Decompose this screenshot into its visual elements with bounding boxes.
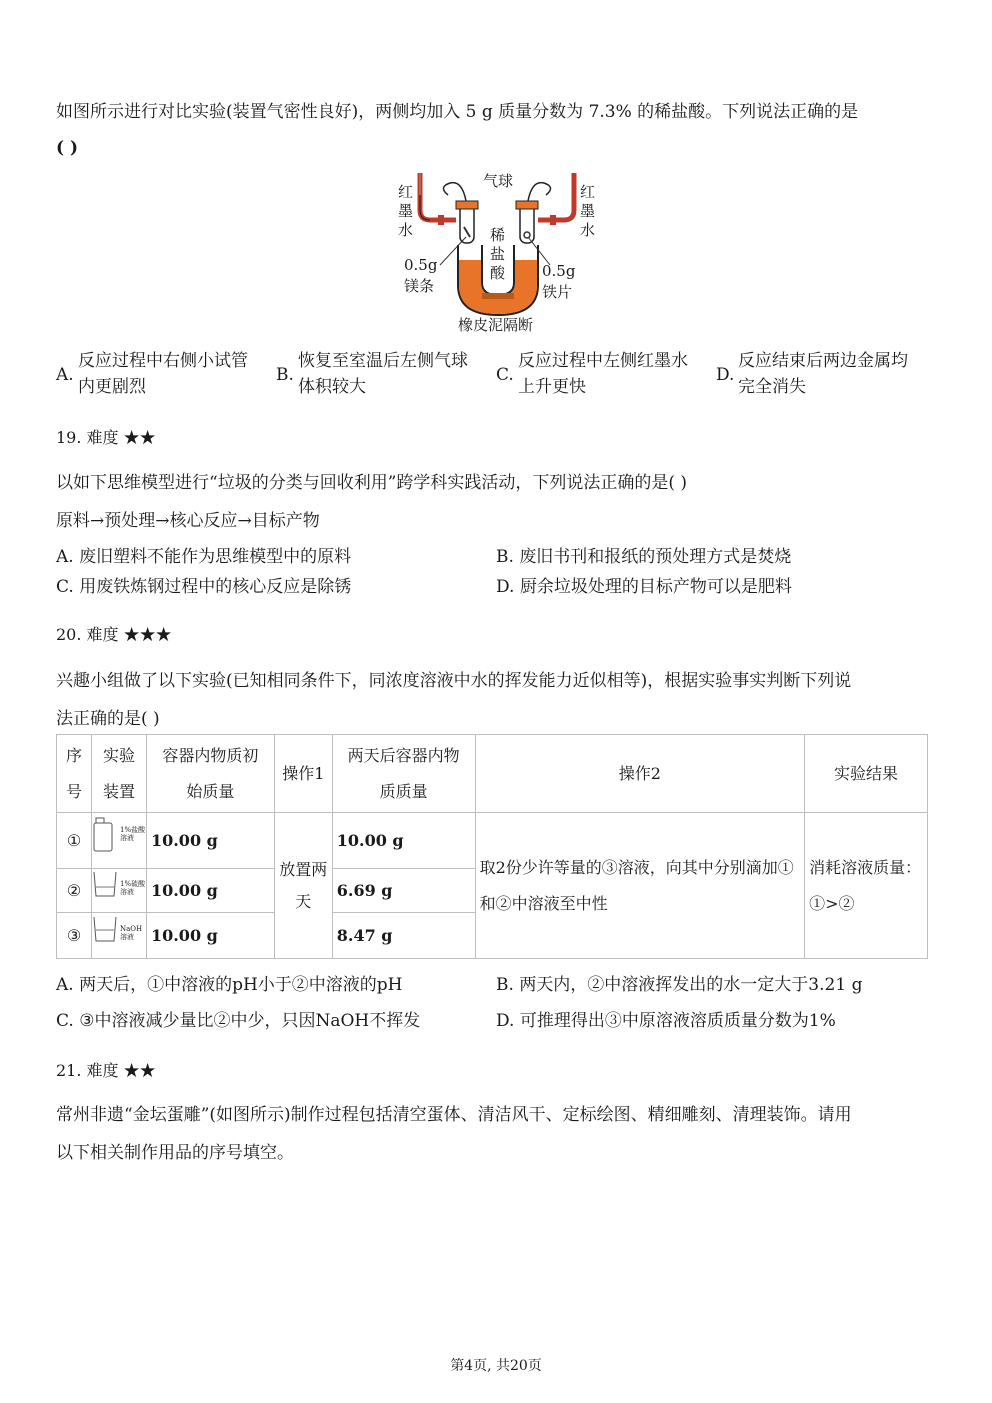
q19-option-a[interactable] bbox=[56, 542, 351, 567]
q20-stem-line1: 兴趣小组做了以下实验(已知相同条件下，同浓度溶液中水的挥发能力近似相等)，根据实验事实判断下列说 bbox=[56, 671, 852, 691]
row-after-mass: 8.47 g bbox=[332, 913, 475, 959]
page-footer: 第4页, 共20页 bbox=[450, 1358, 542, 1374]
mg-mass-label: 0.5g bbox=[404, 256, 438, 274]
option-letter: A. bbox=[56, 547, 74, 567]
option-letter: C. bbox=[56, 577, 74, 597]
option-letter: A. bbox=[56, 975, 74, 995]
row-after-mass: 10.00 g bbox=[332, 813, 475, 869]
fe-label: 铁片 bbox=[542, 283, 573, 301]
device-label-2: 1%硫酸溶液 bbox=[120, 880, 146, 896]
red-ink-left-label: 红墨水 bbox=[398, 183, 414, 239]
row-initial-mass: 10.00 g bbox=[146, 913, 274, 959]
option-letter: D. bbox=[716, 365, 735, 385]
option-text: 反应过程中左侧红墨水上升更快 bbox=[518, 351, 688, 397]
option-text: ③中溶液减少量比②中少，只因NaOH不挥发 bbox=[79, 1011, 421, 1031]
q21-stem-line1: 常州非遗“金坛蛋雕”(如图所示)制作过程包括清空蛋体、清洁风干、定标绘图、精细雕刻、清理装饰。请用 bbox=[56, 1105, 852, 1125]
row-initial-mass: 10.00 g bbox=[146, 813, 274, 869]
option-text: 反应过程中右侧小试管内更剧烈 bbox=[78, 351, 248, 397]
option-letter: D. bbox=[496, 1011, 515, 1031]
row-no: ③ bbox=[57, 913, 92, 959]
device-label-1: 1%盐酸溶液 bbox=[120, 826, 146, 842]
op1-cell: 放置两天 bbox=[274, 813, 332, 959]
option-text: 恢复至室温后左侧气球体积较大 bbox=[298, 351, 468, 397]
row-no: ② bbox=[57, 869, 92, 913]
red-ink-right-label: 红墨水 bbox=[580, 183, 596, 239]
table-row bbox=[57, 813, 928, 869]
experiment-table bbox=[56, 734, 928, 959]
op2-cell: 取2份少许等量的③溶液，向其中分别滴加①和②中溶液至中性 bbox=[475, 813, 804, 959]
header-result: 实验结果 bbox=[805, 735, 928, 813]
header-device: 实验装置 bbox=[91, 735, 146, 813]
option-letter: B. bbox=[276, 365, 294, 385]
mg-label: 镁条 bbox=[404, 277, 435, 295]
row-initial-mass: 10.00 g bbox=[146, 869, 274, 913]
header-after-mass: 两天后容器内物质质量 bbox=[332, 735, 475, 813]
header-op1: 操作1 bbox=[274, 735, 332, 813]
option-letter: B. bbox=[496, 975, 514, 995]
q21-heading: 21. 难度 ★★ bbox=[56, 1061, 156, 1080]
q19-stem: 以如下思维模型进行“垃圾的分类与回收利用”跨学科实践活动，下列说法正确的是( ) bbox=[56, 473, 688, 493]
header-op2: 操作2 bbox=[475, 735, 804, 813]
option-text: 可推理得出③中原溶液溶质质量分数为1% bbox=[519, 1011, 836, 1031]
row-after-mass: 6.69 g bbox=[332, 869, 475, 913]
clay-label: 橡皮泥隔断 bbox=[458, 316, 534, 334]
option-text: 废旧塑料不能作为思维模型中的原料 bbox=[79, 547, 352, 567]
option-text: 用废铁炼钢过程中的核心反应是除锈 bbox=[79, 577, 352, 597]
q20-option-b[interactable] bbox=[496, 970, 862, 995]
table-header-row bbox=[57, 735, 928, 813]
option-letter: C. bbox=[496, 365, 514, 385]
q20-option-d[interactable] bbox=[496, 1006, 836, 1031]
q19-model: 原料→预处理→核心反应→目标产物 bbox=[56, 511, 320, 531]
option-text: 废旧书刊和报纸的预处理方式是焚烧 bbox=[519, 547, 792, 567]
q20-option-c[interactable] bbox=[56, 1006, 420, 1031]
q20-option-a[interactable] bbox=[56, 970, 403, 995]
option-letter: C. bbox=[56, 1011, 74, 1031]
option-text: 两天内，②中溶液挥发出的水一定大于3.21 g bbox=[519, 975, 863, 995]
option-text: 两天后，①中溶液的pH小于②中溶液的pH bbox=[79, 975, 403, 995]
option-text: 反应结束后两边金属均完全消失 bbox=[738, 351, 908, 397]
q20-stem-line2: 法正确的是( ) bbox=[56, 709, 160, 729]
q19-option-d[interactable] bbox=[496, 572, 792, 597]
result-cell: 消耗溶液质量：①>② bbox=[805, 813, 928, 959]
row-no: ① bbox=[57, 813, 92, 869]
option-letter: D. bbox=[496, 577, 515, 597]
q18-stem-line1: 如图所示进行对比实验(装置气密性良好)，两侧均加入 5 g 质量分数为 7.3% 的稀盐酸。下列说法正确的是 bbox=[56, 102, 859, 122]
q18-answer-blank: ( ) bbox=[56, 138, 79, 158]
q20-heading: 20. 难度 ★★★ bbox=[56, 625, 172, 644]
q19-heading: 19. 难度 ★★ bbox=[56, 428, 156, 447]
option-text: 厨余垃圾处理的目标产物可以是肥料 bbox=[519, 577, 792, 597]
option-letter: B. bbox=[496, 547, 514, 567]
fe-mass-label: 0.5g bbox=[542, 262, 576, 280]
header-initial-mass: 容器内物质初始质量 bbox=[146, 735, 274, 813]
device-label-3: NaOH溶液 bbox=[120, 925, 143, 941]
header-no: 序号 bbox=[57, 735, 92, 813]
q21-stem-line2: 以下相关制作用品的序号填空。 bbox=[56, 1143, 294, 1163]
q19-option-c[interactable] bbox=[56, 572, 351, 597]
q19-option-b[interactable] bbox=[496, 542, 791, 567]
acid-label: 稀盐酸 bbox=[490, 226, 506, 282]
balloon-label: 气球 bbox=[483, 172, 514, 190]
option-letter: A. bbox=[56, 365, 74, 385]
